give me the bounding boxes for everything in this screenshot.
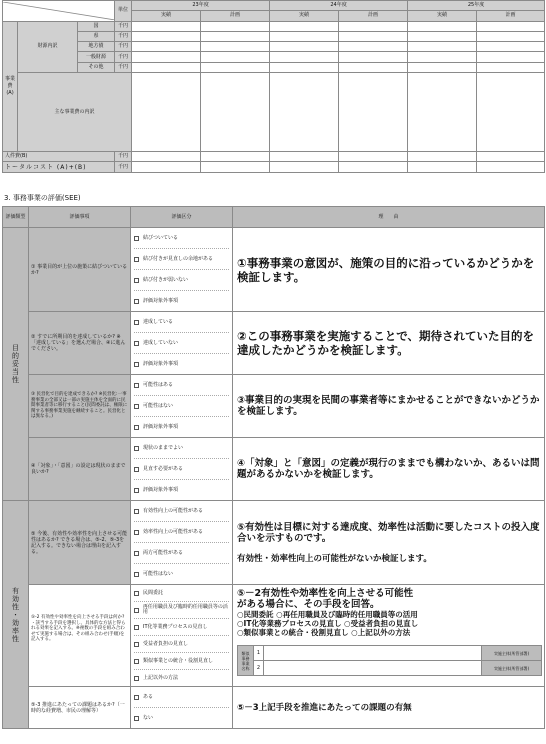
reason-cell[interactable] [233, 438, 545, 501]
value-cell[interactable] [270, 52, 339, 62]
similar-label: 類似事務事業名称 [238, 646, 254, 676]
reason-text-2: 有効性・効率性向上の可能性がないか検証します。 [237, 553, 432, 564]
value-cell[interactable] [477, 152, 545, 162]
similar-num: 2 [254, 661, 264, 676]
reason-text: ④「対象」と「意図」の定義が現行のままでも構わないか、あるいは問題があるかないかを検証します。 [237, 458, 540, 480]
checkbox-icon[interactable] [134, 257, 139, 262]
section-title: 3. 事務事業の評価(SEE) [4, 194, 81, 202]
year-header-25: 25年度 [408, 1, 545, 11]
finance-row-label: 県 [78, 31, 115, 41]
value-cell[interactable] [339, 31, 408, 41]
option-list [131, 438, 233, 501]
option[interactable]: 可能性はある [134, 375, 229, 396]
col-plan-23: 計画 [201, 11, 270, 21]
value-cell[interactable] [201, 73, 270, 152]
col-actual-24: 実績 [270, 11, 339, 21]
finance-row-label: 一般財源 [78, 52, 115, 62]
value-cell[interactable] [477, 31, 545, 41]
value-cell[interactable] [339, 42, 408, 52]
value-cell[interactable] [339, 73, 408, 152]
header-category: 評価区分 [131, 207, 233, 228]
group-purpose [3, 228, 29, 501]
project-cost-label: 事業費(A) [3, 21, 18, 151]
option[interactable]: 達成している [134, 312, 229, 333]
checkbox-icon[interactable] [134, 299, 139, 304]
reason-cell[interactable] [233, 375, 545, 438]
header-item: 評価事項 [29, 207, 131, 228]
option[interactable]: 両方可能性がある [134, 543, 229, 564]
similar-name-field[interactable] [264, 646, 482, 661]
value-cell[interactable] [477, 42, 545, 52]
reason-text: ⑤－3上記手段を推進にあたっての課題の有無 [237, 702, 412, 713]
option[interactable]: 可能性はない [134, 396, 229, 417]
checkbox-icon[interactable] [134, 642, 139, 647]
value-cell[interactable] [132, 31, 201, 41]
col-actual-25: 実績 [408, 11, 477, 21]
unit-cell: 千円 [115, 62, 132, 72]
option[interactable]: 上記以外の方法 [134, 670, 229, 686]
impl-label: 実施主体(所管部署) [482, 646, 542, 661]
eval-item: ③ 民営化で目的を達成できるか? ※民営化:一事務事業の全部又は一部の実施主体を全面的に民間事業者等に移行すること(民間委託は、権限に関する事務事業実施を継続すること。民営化とは異なる。) [29, 375, 131, 438]
value-cell[interactable] [132, 52, 201, 62]
value-cell[interactable] [477, 73, 545, 152]
option[interactable]: 結びついている [134, 228, 229, 249]
reason-cell[interactable] [233, 312, 545, 375]
checkbox-icon[interactable] [134, 488, 139, 493]
eval-item: ⑤ 今後、有効性や効率性を向上させる可能性はあるか? できる場合は、⑤-2、⑤-3を記入する。できない場合は理由を記入する。 [29, 501, 131, 585]
reason-text: ②この事務事業を実施することで、期待されていた目的を達成したかどうかを検証します。 [237, 329, 535, 357]
eval-item: ⑤-2 有効性や効率性を向上させる手段は何か? ・該当する手段を選択し、具体的な方法と得られる効果を記入する。※複数の手段を組み合わせて実施する場合は、その組み合わせ(手順)を記入する。 [29, 585, 131, 687]
value-cell[interactable] [201, 62, 270, 72]
checkbox-icon[interactable] [134, 530, 139, 535]
year-header-23: 23年度 [132, 1, 270, 11]
value-cell[interactable] [477, 162, 545, 172]
option-list [131, 312, 233, 375]
checkbox-icon[interactable] [134, 320, 139, 325]
option[interactable]: 結び付きが弱いない [134, 270, 229, 291]
similar-num: 1 [254, 646, 264, 661]
value-cell[interactable] [408, 73, 477, 152]
option[interactable]: 評価対象外事項 [134, 480, 229, 500]
value-cell[interactable] [339, 62, 408, 72]
value-cell[interactable] [477, 21, 545, 31]
similar-name-field[interactable] [264, 661, 482, 676]
option[interactable]: 結び付きが見直しの余地がある [134, 249, 229, 270]
unit-cell: 千円 [115, 21, 132, 31]
checkbox-icon[interactable] [134, 591, 139, 596]
value-cell[interactable] [408, 52, 477, 62]
option[interactable]: 受益者負担の見直し [134, 636, 229, 653]
unit-cell: 千円 [115, 162, 132, 172]
reason-line: ⑤－2有効性や効率性を向上させる可能性 [237, 588, 414, 599]
main-expense-label: 主な事業費の内訳 [18, 73, 132, 152]
value-cell[interactable] [408, 152, 477, 162]
option[interactable]: ある [134, 687, 229, 708]
corner-cell [3, 1, 115, 22]
option-list [131, 585, 233, 687]
value-cell[interactable] [408, 42, 477, 52]
reason-line: ○IT化等業務プロセスの見直し ○受益者負担の見直し [237, 619, 419, 628]
checkbox-icon[interactable] [134, 425, 139, 430]
eval-item: ① 事業目的が上位の施策に結びついているか? [29, 228, 131, 312]
option[interactable]: 達成していない [134, 333, 229, 354]
reason-text: ⑤有効性は目標に対する達成度、効率性は活動に要したコストの投入度合いを示すものです。 [237, 521, 540, 544]
checkbox-icon[interactable] [134, 676, 139, 681]
checkbox-icon[interactable] [134, 625, 139, 630]
value-cell[interactable] [270, 62, 339, 72]
reason-cell[interactable] [233, 687, 545, 729]
option-list [131, 501, 233, 585]
value-cell[interactable] [270, 31, 339, 41]
option[interactable]: 可能性はない [134, 564, 229, 584]
value-cell[interactable] [132, 42, 201, 52]
col-plan-25: 計画 [477, 11, 545, 21]
value-cell[interactable] [132, 62, 201, 72]
option-list [131, 375, 233, 438]
value-cell[interactable] [132, 21, 201, 31]
group-label: 有効性・効率性 [11, 586, 20, 643]
value-cell[interactable] [201, 42, 270, 52]
eval-item: ④「対象」・「意図」の設定は現状のままで良いか? [29, 438, 131, 501]
reason-line: ○類似事業との統合・役割見直し ○上記以外の方法 [237, 628, 411, 637]
value-cell[interactable] [339, 152, 408, 162]
option[interactable]: 民間委託 [134, 585, 229, 602]
impl-label: 実施主体(所管部署) [482, 661, 542, 676]
checkbox-icon[interactable] [134, 362, 139, 367]
labor-cost-label: 人件費(B) [3, 152, 115, 162]
option[interactable]: 評価対象外事項 [134, 417, 229, 437]
option[interactable]: ない [134, 708, 229, 728]
checkbox-icon[interactable] [134, 716, 139, 721]
unit-cell: 千円 [115, 52, 132, 62]
unit-cell: 千円 [115, 31, 132, 41]
value-cell[interactable] [270, 162, 339, 172]
checkbox-icon[interactable] [134, 509, 139, 514]
option-list [131, 228, 233, 312]
reason-text: ①事務事業の意図が、施策の目的に沿っているかどうかを検証します。 [237, 255, 535, 284]
option[interactable]: 有効性向上の可能性がある [134, 501, 229, 522]
option[interactable]: 再任用職員及び臨時的任用職員等の活用 [134, 602, 229, 619]
value-cell[interactable] [477, 52, 545, 62]
unit-cell: 千円 [115, 42, 132, 52]
evaluation-table [2, 206, 545, 729]
checkbox-icon[interactable] [134, 551, 139, 556]
option[interactable]: IT化等業務プロセスの見直し [134, 619, 229, 636]
checkbox-icon[interactable] [134, 467, 139, 472]
group-label: 目的妥当性 [11, 344, 20, 384]
checkbox-icon[interactable] [134, 236, 139, 241]
eval-item: ⑤-3 推進にあたっての課題はあるか?（一時的な経費増、市民の理解等） [29, 687, 131, 729]
value-cell[interactable] [201, 52, 270, 62]
value-cell[interactable] [132, 73, 201, 152]
value-cell[interactable] [270, 42, 339, 52]
value-cell[interactable] [201, 31, 270, 41]
year-header-24: 24年度 [270, 1, 408, 11]
checkbox-icon[interactable] [134, 341, 139, 346]
col-actual-23: 実績 [132, 11, 201, 21]
option[interactable]: 見直す必要がある [134, 459, 229, 480]
checkbox-icon[interactable] [134, 608, 139, 613]
checkbox-icon[interactable] [134, 278, 139, 283]
option[interactable]: 評価対象外事項 [134, 291, 229, 311]
value-cell[interactable] [201, 162, 270, 172]
value-cell[interactable] [408, 162, 477, 172]
reason-text: ③事業目的の実現を民間の事業者等にまかせることができないかどうかを検証します。 [237, 395, 540, 417]
unit-cell: 千円 [115, 152, 132, 162]
checkbox-icon[interactable] [134, 572, 139, 577]
option[interactable]: 類似事業との統合・役割見直し [134, 653, 229, 670]
finance-label: 財源内訳 [18, 21, 78, 72]
checkbox-icon[interactable] [134, 404, 139, 409]
value-cell[interactable] [270, 21, 339, 31]
value-cell[interactable] [339, 52, 408, 62]
value-cell[interactable] [201, 152, 270, 162]
value-cell[interactable] [477, 62, 545, 72]
reason-line: がある場合に、その手段を回答。 [237, 599, 380, 610]
reason-cell[interactable] [233, 501, 545, 585]
value-cell[interactable] [339, 21, 408, 31]
group-effectiveness [3, 501, 29, 729]
total-cost-label: トータルコスト (A)+(B) [3, 162, 115, 172]
eval-item: ② すでに所期目的を達成しているか? ※「達成している」を選んだ場合、④に進んでください。 [29, 312, 131, 375]
value-cell[interactable] [408, 21, 477, 31]
value-cell[interactable] [201, 21, 270, 31]
checkbox-icon[interactable] [134, 446, 139, 451]
value-cell[interactable] [408, 31, 477, 41]
value-cell[interactable] [408, 62, 477, 72]
value-cell[interactable] [132, 162, 201, 172]
reason-cell[interactable] [233, 228, 545, 312]
similar-project-table [237, 645, 542, 676]
reason-line: ○民間委託 ○再任用職員及び臨時的任用職員等の活用 [237, 610, 418, 619]
value-cell[interactable] [132, 152, 201, 162]
header-reason: 理 由 [233, 207, 545, 228]
unit-header: 単位 [115, 1, 132, 22]
finance-row-label: その他 [78, 62, 115, 72]
finance-row-label: 地方債 [78, 42, 115, 52]
finance-row-label: 国 [78, 21, 115, 31]
value-cell[interactable] [270, 73, 339, 152]
reason-cell[interactable] [233, 585, 545, 687]
option[interactable]: 評価対象外事項 [134, 354, 229, 374]
option[interactable]: 効率性向上の可能性がある [134, 522, 229, 543]
checkbox-icon[interactable] [134, 695, 139, 700]
option[interactable]: 現状のままでよい [134, 438, 229, 459]
cost-table [2, 0, 545, 173]
checkbox-icon[interactable] [134, 383, 139, 388]
col-plan-24: 計画 [339, 11, 408, 21]
option-list [131, 687, 233, 729]
checkbox-icon[interactable] [134, 659, 139, 664]
header-type: 評価類型 [3, 207, 29, 228]
value-cell[interactable] [339, 162, 408, 172]
value-cell[interactable] [270, 152, 339, 162]
